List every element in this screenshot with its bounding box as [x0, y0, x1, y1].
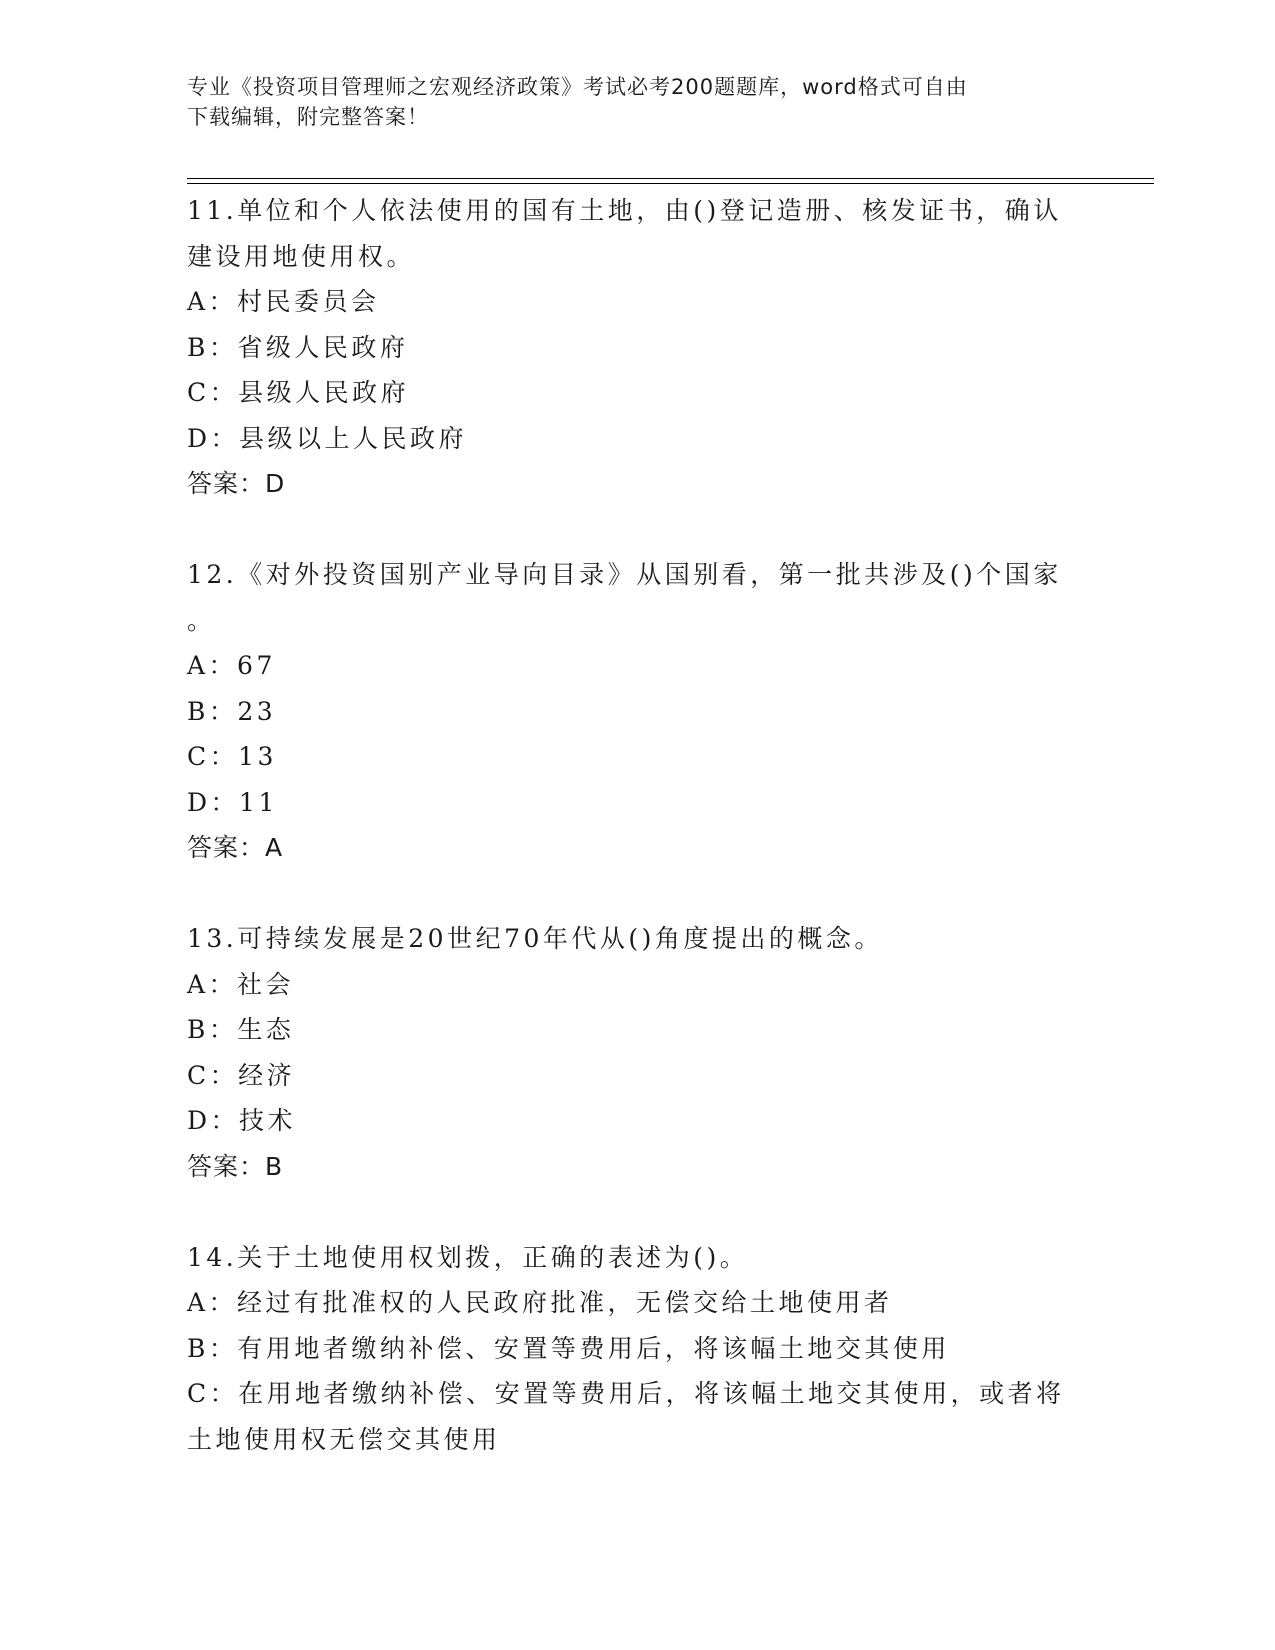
option-c: C：在用地者缴纳补偿、安置等费用后，将该幅土地交其使用，或者将	[187, 1379, 1065, 1408]
option-d: D：11	[187, 787, 278, 817]
answer: 答案：A	[187, 833, 284, 862]
option-c: C：县级人民政府	[187, 378, 410, 407]
option-b: B：省级人民政府	[187, 332, 409, 362]
spacer	[187, 507, 1087, 553]
option-a: A：67	[187, 651, 276, 680]
option-b: B：23	[187, 696, 277, 726]
option-c-continued: 土地使用权无偿交其使用	[187, 1424, 501, 1454]
document-header: 专业《投资项目管理师之宏观经济政策》考试必考200题题库，word格式可自由 下载编辑，附完整答案！	[187, 75, 968, 129]
spacer	[187, 871, 1087, 917]
option-a: A：村民委员会	[187, 287, 380, 316]
option-d: D：县级以上人民政府	[187, 423, 468, 453]
header-rule-bottom	[187, 183, 1154, 184]
question-list	[187, 188, 1087, 1462]
option-b: B：生态	[187, 1015, 295, 1044]
answer: 答案：B	[187, 1151, 284, 1181]
question-13	[187, 916, 1087, 1235]
question-text: 11.单位和个人依法使用的国有土地，由()登记造册、核发证书，确认	[187, 196, 1062, 225]
question-text: 14.关于土地使用权划拨，正确的表述为()。	[187, 1242, 749, 1272]
answer: 答案：D	[187, 469, 286, 498]
option-c: C：经济	[187, 1060, 296, 1090]
spacer	[187, 1189, 1087, 1235]
question-12	[187, 552, 1087, 916]
header-rule-top	[187, 178, 1154, 179]
option-c: C：13	[187, 742, 277, 771]
option-a: A：经过有批准权的人民政府批准，无偿交给土地使用者	[187, 1288, 893, 1317]
question-14	[187, 1235, 1087, 1463]
option-a: A：社会	[187, 969, 295, 999]
question-text: 13.可持续发展是20世纪70年代从()角度提出的概念。	[187, 924, 883, 953]
option-b: B：有用地者缴纳补偿、安置等费用后，将该幅土地交其使用	[187, 1333, 950, 1363]
question-11	[187, 188, 1087, 552]
option-d: D：技术	[187, 1106, 297, 1135]
question-text: 12.《对外投资国别产业导向目录》从国别看，第一批共涉及()个国家	[187, 560, 1062, 589]
question-text: 建设用地使用权。	[187, 241, 416, 271]
question-text: 。	[187, 605, 216, 635]
